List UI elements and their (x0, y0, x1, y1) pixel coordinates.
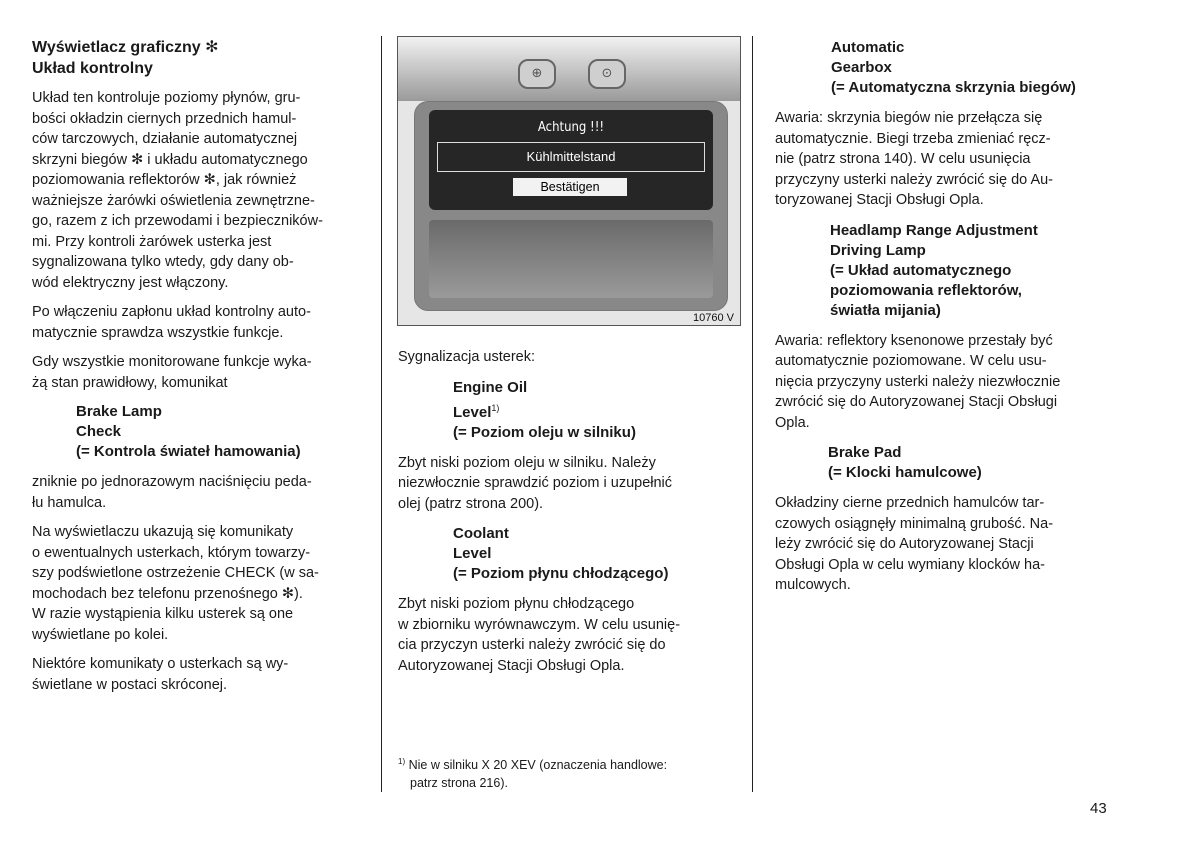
display-title: Achtung !!! (537, 120, 605, 135)
page-number: 43 (1090, 800, 1107, 817)
paragraph-abbreviated: Niektóre komunikaty o usterkach są wy- świetlane w postaci skróconej. (32, 656, 289, 693)
section-title: Wyświetlacz graficzny ✻ (32, 39, 219, 56)
section-subtitle: Układ kontrolny (32, 59, 153, 77)
footnote: $^{1)}$ Nie w silniku X 20 XEV (oznaczenia handlowe: patrz strona 216). (398, 757, 668, 791)
display-confirm-button: Bestätigen (513, 178, 627, 196)
message-engine-oil: Engine Oil Level$^{1)}$ (= Poziom oleju w silniku) (453, 378, 636, 441)
footnote-ref: 1) (491, 402, 500, 413)
middle-column (398, 347, 743, 676)
column-divider-left (381, 36, 382, 792)
column-divider-right (752, 36, 753, 792)
paragraph-ignition: Po włączeniu zapłonu układ kontrolny auto- matycznie sprawdza wszystkie funkcje. (32, 304, 311, 341)
display-figure (397, 36, 741, 326)
message-headlamp-range: Headlamp Range Adjustment Driving Lamp (= Układ automatycznego poziomowania reflektorów, światła mijania) (830, 221, 1038, 319)
right-column (775, 38, 1120, 596)
figure-button-left: ⊕ (518, 59, 556, 89)
figure-button-right: ⊙ (588, 59, 626, 89)
paragraph-brake-pedal: zniknie po jednorazowym naciśnięciu peda- łu hamulca. (32, 474, 312, 511)
figure-dashboard-top (398, 37, 740, 101)
message-brake-pad: Brake Pad (= Klocki hamulcowe) (828, 444, 982, 481)
figure-lower-panel (429, 220, 713, 298)
message-automatic-gearbox: Automatic Gearbox (= Automatyczna skrzynia biegów) (831, 39, 1076, 96)
paragraph-brakepad: Okładziny cierne przednich hamulców tar- czowych osiągnęły minimalną grubość. Na- leży zwrócić się do Autoryzowanej Stacji Obsługi Opla w celu wymiany klocków ha- mulcowych. (775, 495, 1054, 593)
fault-intro: Sygnalizacja usterek: (398, 349, 536, 365)
paragraph-coolant: Zbyt niski poziom płynu chłodzącego w zbiorniku wyrównawczym. W celu usunię- cia przyczyn usterki należy zwrócić się do Autoryzowanej Stacji Obsługi Opla. (398, 596, 681, 674)
paragraph-messages: Na wyświetlaczu ukazują się komunikaty o ewentualnych usterkach, którym towarzy- szy podświetlone ostrzeżenie CHECK (w sa- mochodach bez telefonu przenośnego ✻). W razie wystąpienia kilku usterek są one wyświetlane po kolei. (32, 524, 319, 643)
left-column (32, 38, 372, 695)
message-brake-lamp: Brake Lamp Check (= Kontrola świateł hamowania) (76, 403, 301, 460)
figure-screen-bezel (414, 101, 728, 311)
paragraph-oil: Zbyt niski poziom oleju w silniku. Należy niezwłocznie sprawdzić poziom i uzupełnić olej (patrz strona 200). (398, 454, 673, 512)
figure-code: 10760 V (693, 312, 734, 324)
paragraph-headlamp: Awaria: reflektory ksenonowe przestały być automatycznie poziomowane. W celu usu- nięcia przyczyny usterki należy niezwłocznie zwrócić się do Autoryzowanej Stacji Obsługi Opla. (775, 332, 1061, 431)
paragraph-ok-state: Gdy wszystkie monitorowane funkcje wyka- żą stan prawidłowy, komunikat (32, 354, 312, 391)
paragraph-intro: Układ ten kontroluje poziomy płynów, gru- bości okładzin ciernych przednich hamul- ców tarczowych, działanie automatycznej skrzyni biegów ✻ i układu automatycznego poziomowania reflektorów ✻, jak również ważniejsze żarówki oświetlenia zewnętrzne- go, razem z ich przewodami i bezpieczników- mi. Przy kontroli żarówek usterka jest sygnalizowana tylko wtedy, gdy dany ob- wód elektryczny jest włączony. (32, 90, 323, 291)
paragraph-gearbox: Awaria: skrzynia biegów nie przełącza się automatycznie. Biegi trzeba zmieniać ręcz- nie (patrz strona 140). W celu usunięcia przyczyny usterki należy zwrócić się do Au- toryzowanej Stacji Obsługi Opla. (775, 110, 1054, 208)
display-message-box: Kühlmittelstand (437, 142, 705, 172)
message-coolant: Coolant Level (= Poziom płynu chłodzącego) (453, 525, 669, 582)
figure-display (429, 110, 713, 210)
